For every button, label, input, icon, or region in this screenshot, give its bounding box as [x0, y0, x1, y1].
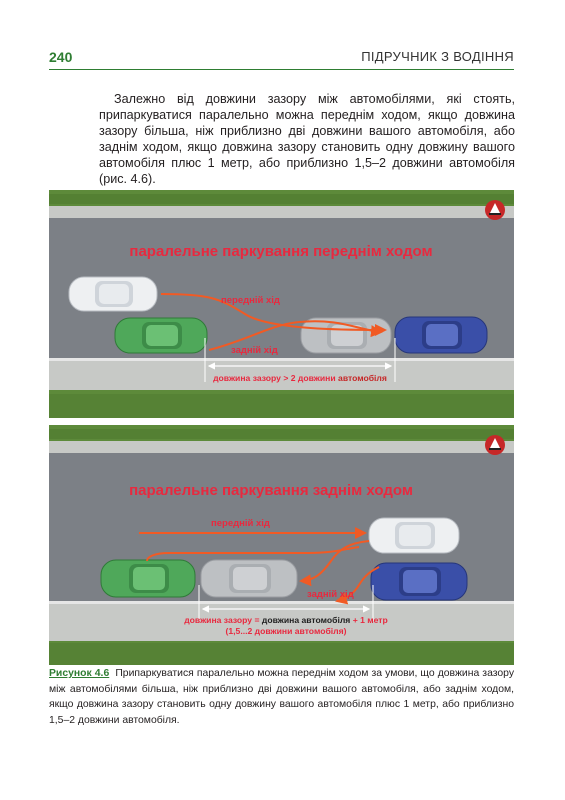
- green-car: [101, 560, 195, 597]
- body-text: [99, 91, 515, 188]
- sidewalk-top: [49, 441, 514, 453]
- figure-reverse-illustration: [49, 425, 514, 665]
- sidewalk-top: [49, 206, 514, 218]
- book-title: ПІДРУЧНИК З ВОДІННЯ: [361, 49, 514, 64]
- blue-car: [395, 317, 487, 353]
- page-number: 240: [49, 49, 73, 65]
- white-car-start: [369, 518, 459, 553]
- reverse-path-label: задній хід: [307, 589, 354, 600]
- blue-car: [371, 563, 467, 600]
- body-paragraph: Залежно від довжини зазору між автомобілями, які стоять, припаркуватися паралельно можна переднім ходом, якщо довжина зазору більша, ніж приблизно дві довжини вашого автомобіля, або заднім ходом, якщо довжина зазору становить одну довжину вашого автомобіля плюс 1 метр, або приблизно 1,5–2 довжини автомобіля (рис. 4.6).: [99, 92, 515, 187]
- page-header: [49, 48, 514, 68]
- caption-text: Припаркуватися паралельно можна переднім ходом за умови, що довжина зазору між автомобілями більша, ніж приблизно дві довжини вашого автомобіля, або заднім ходом, якщо довжина зазору становить одну довжину вашого автомобіля плюс 1 метр, або приблизно 1,5–2 довжини автомобіля.: [49, 668, 515, 726]
- figure-reverse-parking: [49, 425, 514, 665]
- grey-car-target: [301, 318, 391, 353]
- forward-path-label: передній хід: [221, 295, 280, 306]
- gap-label: довжина зазору = довжина автомобіля + 1 метр: [184, 615, 388, 625]
- white-car-start: [69, 277, 157, 311]
- gap-label-line2: (1,5...2 довжини автомобіля): [225, 626, 347, 636]
- caption-label: Рисунок 4.6: [49, 668, 110, 679]
- figure-forward-illustration: [49, 190, 514, 418]
- header-rule: [49, 69, 514, 70]
- green-car: [115, 318, 207, 353]
- figure-forward-parking: [49, 190, 514, 418]
- forward-path-label: передній хід: [211, 518, 270, 529]
- scene-title: паралельне паркування переднім ходом: [129, 243, 433, 260]
- figure-caption: [49, 666, 514, 728]
- grey-car-target: [201, 560, 297, 597]
- gap-label: довжина зазору > 2 довжини автомобіля: [213, 373, 387, 383]
- scene-title: паралельне паркування заднім ходом: [129, 482, 413, 499]
- publisher-logo-icon: [485, 200, 505, 220]
- reverse-path-label: задній хід: [231, 345, 278, 356]
- publisher-logo-icon: [485, 435, 505, 455]
